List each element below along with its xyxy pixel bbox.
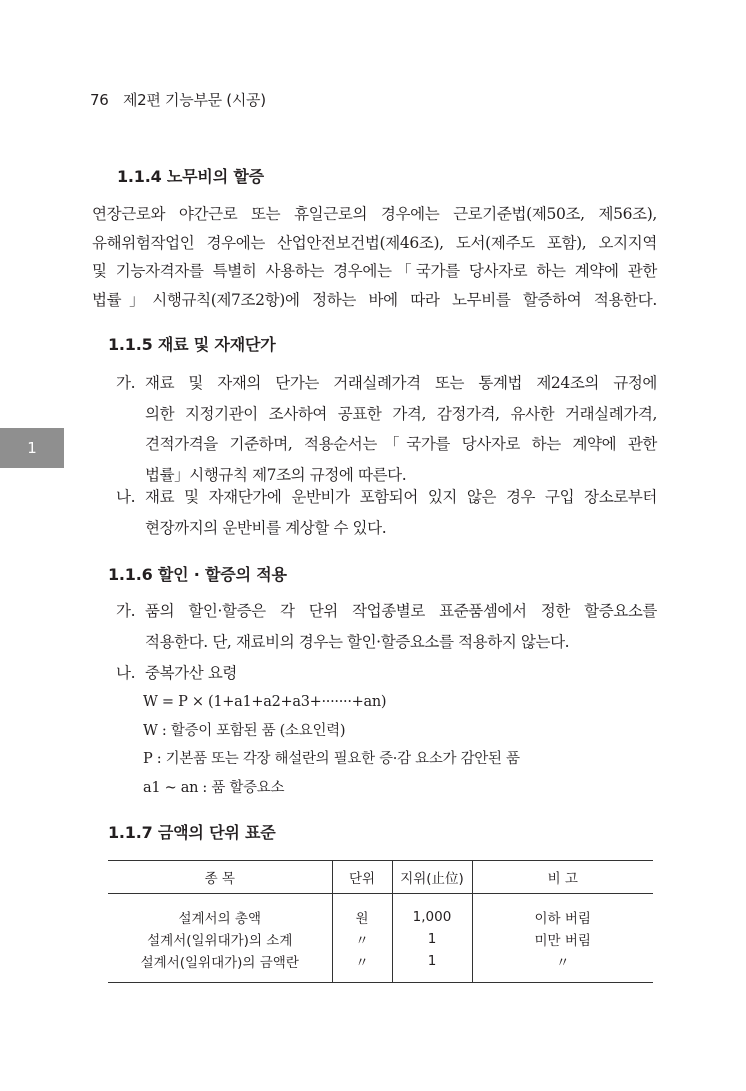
item-line: 법률」시행규칙 제7조의 규정에 따른다. xyxy=(145,465,407,484)
table-header-cell: 지위(止位) xyxy=(392,861,472,894)
list-marker: 나. xyxy=(116,488,136,506)
page-header xyxy=(90,89,266,110)
running-title: 제2편 기능부문 (시공) xyxy=(122,91,266,109)
formula-line: P : 기본품 또는 각장 해설란의 필요한 증·감 요소가 감안된 품 xyxy=(143,751,520,767)
list-item-na xyxy=(116,482,657,543)
list-item-na xyxy=(116,658,657,689)
table-cell: 미만 버림 xyxy=(472,928,653,950)
table-row xyxy=(108,950,653,983)
table-cell: 설계서(일위대가)의 금액란 xyxy=(108,950,332,983)
amount-unit-table xyxy=(108,860,653,983)
table-cell: 1,000 xyxy=(392,894,472,929)
table-cell: 이하 버림 xyxy=(472,894,653,929)
item-line: 현장까지의 운반비를 계상할 수 있다. xyxy=(145,518,387,537)
chapter-tab: 1 xyxy=(0,428,64,468)
item-line: 적용한다. 단, 재료비의 경우는 할인·할증요소를 적용하지 않는다. xyxy=(145,632,570,651)
table-row xyxy=(108,894,653,929)
list-marker: 가. xyxy=(116,374,136,392)
list-marker: 가. xyxy=(116,602,136,620)
section-1-1-4-paragraph xyxy=(92,200,657,314)
paragraph-line: 연장근로와 야간근로 또는 휴일근로의 경우에는 근로기준법(제50조, 제56조), xyxy=(92,205,657,223)
item-line: 재료 및 자재의 단가는 거래실례가격 또는 통계법 제24조의 규정에 xyxy=(145,374,657,392)
table-cell: 설계서의 총액 xyxy=(178,911,262,927)
section-heading-1-1-5: 1.1.5 재료 및 자재단가 xyxy=(108,335,276,354)
table-header-row xyxy=(108,861,653,894)
item-line: 품의 할인·할증은 각 단위 작업종별로 표준품셈에서 정한 할증요소를 xyxy=(145,602,657,620)
section-heading-1-1-7: 1.1.7 금액의 단위 표준 xyxy=(108,823,276,842)
item-line: 견적가격을 기준하며, 적용순서는「국가를 당사자로 하는 계약에 관한 xyxy=(145,435,657,453)
item-line: 중복가산 요령 xyxy=(145,664,237,682)
list-item-ga xyxy=(116,368,657,490)
section-heading-1-1-6: 1.1.6 할인 · 할증의 적용 xyxy=(108,565,287,584)
item-line: 재료 및 자재단가에 운반비가 포함되어 있지 않은 경우 구입 장소로부터 xyxy=(145,488,657,506)
formula-block xyxy=(143,688,520,802)
table-header-cell: 단위 xyxy=(332,861,392,894)
section-heading-1-1-4: 1.1.4 노무비의 할증 xyxy=(117,167,264,186)
table-cell: 1 xyxy=(392,928,472,950)
table-cell: 〃 xyxy=(472,950,653,983)
formula-line: a1 ~ an : 품 할증요소 xyxy=(143,779,285,796)
table-cell: 〃 xyxy=(332,950,392,983)
table-cell: 설계서(일위대가)의 소계 xyxy=(147,933,293,949)
paragraph-line: 유해위험작업인 경우에는 산업안전보건법(제46조), 도서(제주도 포함), 오지지역 xyxy=(92,233,657,252)
item-line: 의한 지정기관이 조사하여 공표한 가격, 감정가격, 유사한 거래실례가격, xyxy=(145,404,657,423)
list-marker: 나. xyxy=(116,664,136,682)
table-cell: 1 xyxy=(392,950,472,983)
table-cell: 원 xyxy=(332,894,392,929)
paragraph-line: 법률」시행규칙(제7조2항)에 정하는 바에 따라 노무비를 할증하여 적용한다. xyxy=(92,290,657,309)
table-cell: 〃 xyxy=(332,928,392,950)
table-row xyxy=(108,928,653,950)
list-item-ga xyxy=(116,596,657,657)
table-header-cell: 종 목 xyxy=(108,861,332,894)
formula-line: W = P × (1+a1+a2+a3+·······+an) xyxy=(143,694,387,710)
formula-line: W : 할증이 포함된 품 (소요인력) xyxy=(143,722,346,739)
paragraph-line: 및 기능자격자를 특별히 사용하는 경우에는「국가를 당사자로 하는 계약에 관한 xyxy=(92,262,657,280)
table-header-cell: 비 고 xyxy=(472,861,653,894)
page-number: 76 xyxy=(90,91,109,109)
